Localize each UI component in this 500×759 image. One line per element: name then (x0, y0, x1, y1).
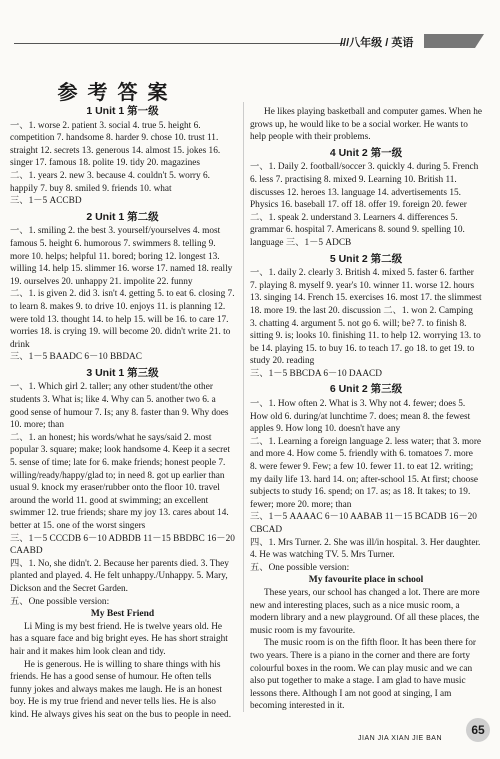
answer-paragraph: 五、One possible version: (10, 596, 110, 607)
answer-paragraph: He likes playing basketball and computer games. When he grows up, he would like to be a social worker. He wants to help people with their problems. (250, 107, 482, 143)
answer-paragraph: Li Ming is my best friend. He is twelve years old. He has a square face and big bright eyes. He has short straight hair and it makes him look clean and tidy. (10, 621, 228, 657)
header-text: ///八年级 / 英语 (340, 37, 414, 49)
section-heading: 2 Unit 1 第二级 (86, 210, 159, 223)
essay-title: My Best Friend (90, 609, 155, 620)
essay-title: My favourite place in school (308, 575, 424, 586)
answer-paragraph: 三、1－5 BBCDA 6－10 DAACD (250, 368, 382, 379)
right-column (250, 106, 482, 713)
page-title: 参考答案 (57, 82, 178, 104)
section-heading: 6 Unit 2 第三级 (329, 383, 403, 396)
section-heading: 3 Unit 1 第三级 (86, 366, 159, 379)
answer-paragraph: The music room is on the fifth floor. It has been there for two years. There is a piano in the corner and there are forty colourful boxes in the room. We can play music and we can also put together to make a stage. I am glad to have music lessons there. Although I am not good at singing, I am becoming interested in it. (250, 638, 476, 712)
answer-paragraph: 一、1. worse 2. patient 3. social 4. true 5. height 6. competition 7. handsome 8. harder 9. chose 10. trust 11. straight 12. secrets 13. generous 14. almost 15. jokes 16. singer 17. famous 18. polite 19. tidy 20. magazines (10, 120, 221, 169)
answer-paragraph: 一、1. smiling 2. the best 3. yourself/yourselves 4. most famous 5. height 6. humorous 7. swimmers 8. telling 9. more 10. helps; helpful 11. bored; boring 12. longest 13. willing 14. help 15. slimmer 16. worse 17. named 18. really 19. ourselves 20. unhappy 21. impolite 22. funny (10, 226, 233, 287)
answer-paragraph: He is generous. He is willing to share things with his friends. He has a good sense of humour. He often tells funny jokes and always makes me laugh. He is an honest boy. He is my true friend and never tells lies. He is also kind. He always gives his seat on the bus to people in need. (10, 659, 232, 720)
answer-paragraph: 四、1. No, she didn't. 2. Because her parents died. 3. They planted and played. 4. He felt unhappy./Unhappy. 5. Mary, Dickson and the Secret Garden. (10, 558, 229, 594)
answer-paragraph: 三、1－5 ACCBD (10, 196, 82, 207)
footer-text: JIAN JIA XIAN JIE BAN (358, 735, 443, 742)
section-heading: 5 Unit 2 第二级 (329, 252, 403, 265)
answer-paragraph: 一、1. Which girl 2. taller; any other student/the other students 3. What is; like 4. Why can 5. another two 6. a good sense of humour 7. Is; any 8. faster than 9. Why does 10. more; than (10, 382, 229, 431)
section-heading: 1 Unit 1 第一级 (86, 105, 159, 117)
header-tab-decoration (424, 34, 484, 48)
answer-paragraph: 一、1. How often 2. What is 3. Why not 4. fewer; does 5. How old 6. during/at lunchtime 7. does; mean 8. the fewest apples 9. How long 10. doesn't have any (250, 399, 471, 435)
answer-paragraph: 三、1－5 CCCDB 6－10 ADBDB 11－15 BBDBC 16－20 CAABD (10, 533, 235, 557)
page-number: 65 (466, 718, 490, 742)
left-column (10, 102, 235, 722)
column-divider (243, 102, 244, 712)
answer-paragraph: 一、1. daily 2. clearly 3. British 4. mixed 5. faster 6. farther 7. playing 8. myself 9. year's 10. winner 11. worse 12. hours 13. singing 14. French 15. exercises 16. most 17. the slimmest 18. more 19. the last 20. discussion 二、1. won 2. Camping 3. chatting 4. argument 5. not go 6. will; be? 7. to finish 8. sitting 9. is; looks 10. finishing 11. to help 12. worrying 13. to be 14. playing 15. to buy 16. to teach 17. go 18. to get 19. to study 20. reading (250, 268, 482, 367)
answer-paragraph: 一、1. Daily 2. football/soccer 3. quickly 4. during 5. French 6. less 7. practising 8. mixed 9. Learning 10. British 11. discusses 12. heroes 13. language 14. advertisements 15. Physics 16. baseball 17. off 18. offer 19. foreign 20. fewer (250, 162, 479, 211)
answer-paragraph: 三、1－5 AAAAC 6－10 AABAB 11－15 BCADB 16－20 CBCAD (250, 512, 477, 535)
answer-paragraph: 四、1. Mrs Turner. 2. She was ill/in hospital. 3. Her daughter. 4. He was watching TV. 5. Mrs Turner. (250, 537, 481, 561)
answer-paragraph: 二、1. years 2. new 3. because 4. couldn't 5. worry 6. happily 7. buy 8. smiled 9. friends 10. what (10, 170, 210, 194)
answer-paragraph: 五、One possible version: (250, 562, 350, 573)
answer-paragraph: 二、1. speak 2. understand 3. Learners 4. differences 5. grammar 6. hospital 7. Americans 8. sound 9. spelling 10. language 三、1－5 ADCB (250, 212, 465, 248)
header-rule (14, 43, 344, 44)
page-header (0, 34, 500, 52)
answer-paragraph: These years, our school has changed a lot. There are more new and interesting places, such as a nice music room, a modern library and a new playground. Of all these places, the music room is my favourite. (250, 587, 480, 636)
answer-paragraph: 二、1. an honest; his words/what he says/said 2. most popular 3. square; make; look handsome 4. Keep it a secret 5. sense of time; late for 6. make friends; honest people 7. willing/ready/happy/glad to; in need 8. got up earlier than usual 9. knock my eraser/rubber onto the floor 10. travel around the world 11. good at swimming; an excellent swimmer 12. true friends; share my joy 13. cares about 14. better at 15. one of the worst singers (10, 432, 230, 531)
section-heading: 4 Unit 2 第一级 (329, 146, 403, 159)
answer-paragraph: 二、1. is given 2. did 3. isn't 4. getting 5. to eat 6. closing 7. to learn 8. makes 9. to drive 10. enjoys 11. is planning 12. were told 13. thought 14. to help 15. will be 16. to care 17. worries 18. is crying 19. will become 20. didn't write 21. to drink (10, 289, 235, 350)
answer-paragraph: 三、1－5 BAADC 6－10 BBDAC (10, 352, 142, 363)
answer-paragraph: 二、1. Learning a foreign language 2. less water; that 3. more and more 4. How come 5. friendly with 6. tomatoes 7. more 8. were fewer 9. Few; a few 10. fewer 11. to eat 12. writing; my daily life 13. hard 14. on; after-school 15. At first; choose subjects to study 16. spend; on 17. as; as 18. It takes; to 19. fewer; more 20. more; than (250, 436, 482, 510)
